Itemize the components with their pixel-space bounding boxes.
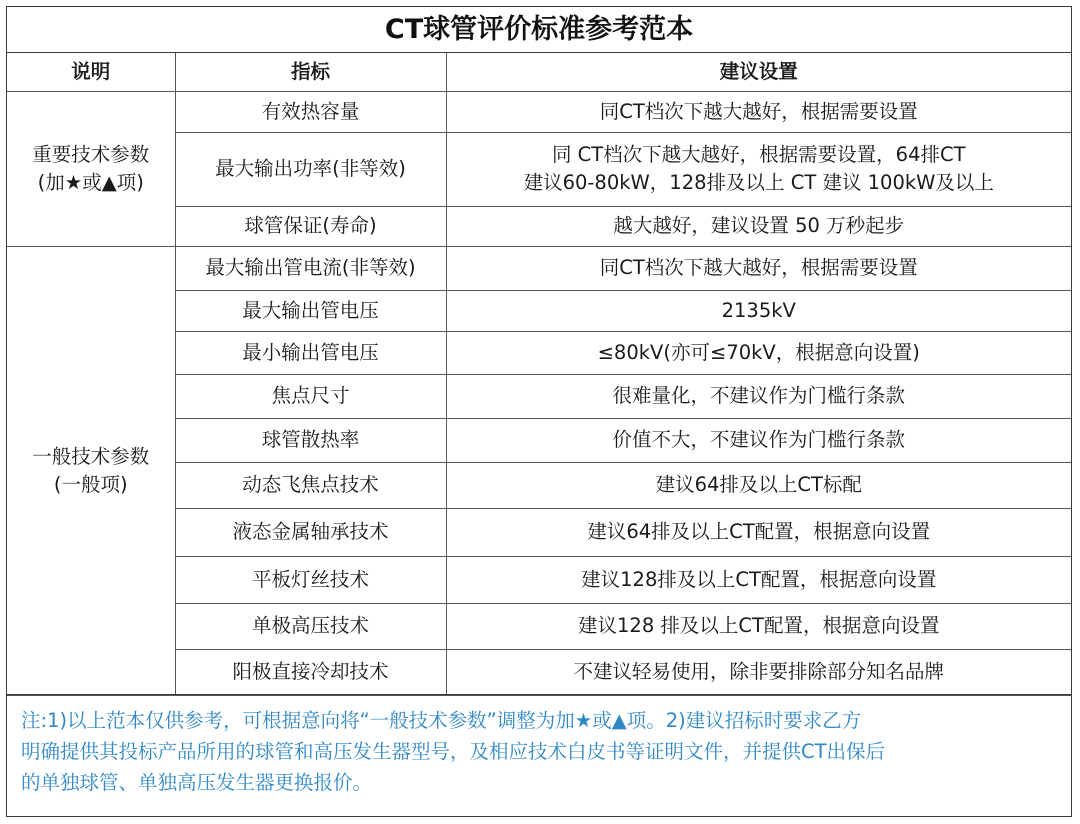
recommendation-cell: 很难量化，不建议作为门槛行条款 xyxy=(446,374,1071,418)
footnote-line: 注:1)以上范本仅供参考，可根据意向将“一般技术参数”调整为加★或▲项。2)建议招标时要求乙方 xyxy=(21,709,862,732)
category-label-line2: (一般项) xyxy=(53,472,128,496)
recommendation-cell: 建议64排及以上CT配置，根据意向设置 xyxy=(446,508,1071,556)
recommendation-cell: 同CT档次下越大越好，根据需要设置 xyxy=(446,246,1071,290)
recommendation-cell: 建议128排及以上CT配置，根据意向设置 xyxy=(446,556,1071,603)
header-indicator: 指标 xyxy=(175,53,446,91)
recommendation-cell: ≤80kV(亦可≤70kV，根据意向设置) xyxy=(446,331,1071,374)
indicator-cell: 最大输出管电流(非等效) xyxy=(175,246,446,290)
indicator-cell: 最大输出管电压 xyxy=(175,290,446,331)
recommendation-line: 同 CT档次下越大越好，根据需要设置，64排CT xyxy=(551,143,966,166)
indicator-cell: 有效热容量 xyxy=(175,91,446,132)
indicator-cell: 单极高压技术 xyxy=(175,603,446,649)
indicator-cell: 球管散热率 xyxy=(175,418,446,462)
indicator-cell: 液态金属轴承技术 xyxy=(175,508,446,556)
table-row xyxy=(7,246,1071,290)
recommendation-cell: 建议64排及以上CT标配 xyxy=(446,462,1071,508)
recommendation-cell: 越大越好，建议设置 50 万秒起步 xyxy=(446,206,1071,246)
category-label-line1: 重要技术参数 xyxy=(32,142,150,166)
recommendation-cell: 2135kV xyxy=(446,290,1071,331)
category-label-line2: (加★或▲项) xyxy=(37,170,144,194)
recommendation-cell: 不建议轻易使用，除非要排除部分知名品牌 xyxy=(446,649,1071,695)
spec-sheet xyxy=(6,6,1072,817)
footnote-line: 明确提供其投标产品所用的球管和高压发生器型号，及相应技术白皮书等证明文件，并提供CT出保后 xyxy=(21,740,886,763)
category-important xyxy=(7,91,175,246)
indicator-cell: 最小输出管电压 xyxy=(175,331,446,374)
footnote-line: 的单独球管、单独高压发生器更换报价。 xyxy=(21,771,373,794)
recommendation-line: 建议60-80kW，128排及以上 CT 建议 100kW及以上 xyxy=(523,171,994,194)
indicator-cell: 焦点尺寸 xyxy=(175,374,446,418)
header-description: 说明 xyxy=(7,53,175,91)
indicator-cell: 动态飞焦点技术 xyxy=(175,462,446,508)
indicator-cell: 阳极直接冷却技术 xyxy=(175,649,446,695)
indicator-cell: 最大输出功率(非等效) xyxy=(175,132,446,206)
recommendation-cell xyxy=(446,132,1071,206)
recommendation-cell: 同CT档次下越大越好，根据需要设置 xyxy=(446,91,1071,132)
category-label-line1: 一般技术参数 xyxy=(32,444,150,468)
table-row xyxy=(7,91,1071,132)
indicator-cell: 球管保证(寿命) xyxy=(175,206,446,246)
recommendation-cell: 建议128 排及以上CT配置，根据意向设置 xyxy=(446,603,1071,649)
category-general xyxy=(7,246,175,695)
footnote xyxy=(7,694,1071,816)
header-recommendation: 建议设置 xyxy=(446,53,1071,91)
page-title: CT球管评价标准参考范本 xyxy=(7,7,1071,53)
spec-table xyxy=(7,53,1071,696)
table-header-row xyxy=(7,53,1071,91)
indicator-cell: 平板灯丝技术 xyxy=(175,556,446,603)
recommendation-cell: 价值不大，不建议作为门槛行条款 xyxy=(446,418,1071,462)
